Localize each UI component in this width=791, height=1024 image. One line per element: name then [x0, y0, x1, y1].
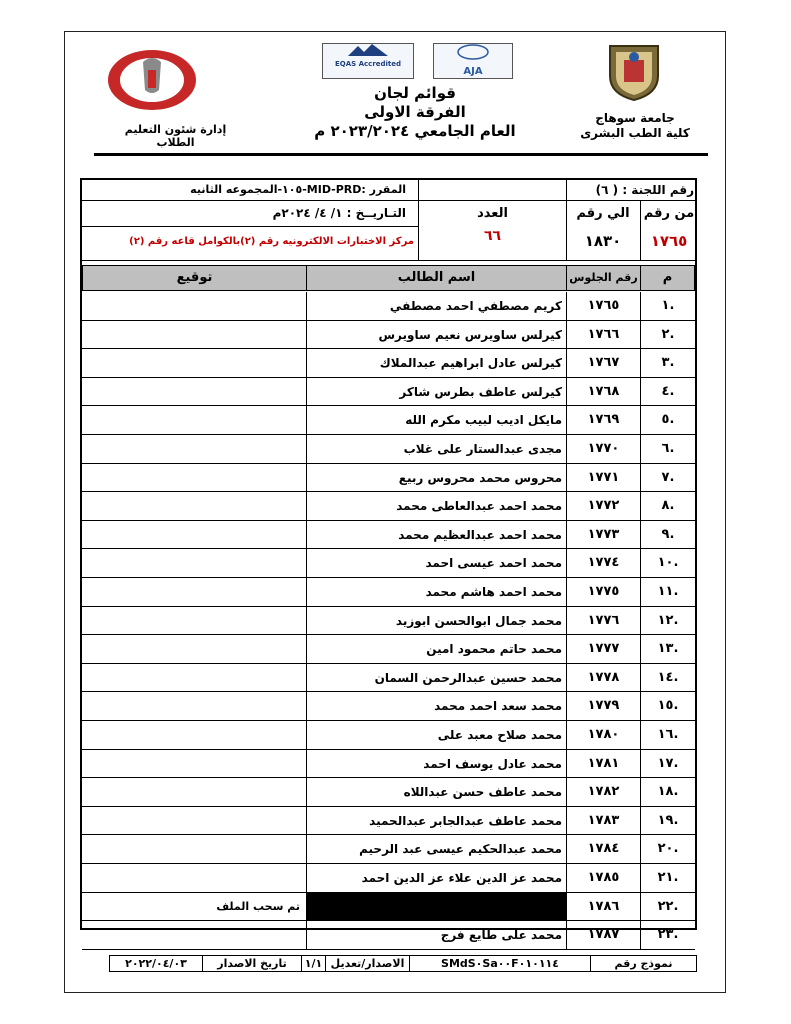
row-seat-number: ١٧٨٧: [566, 921, 640, 949]
row-index: .١٤: [640, 664, 695, 692]
row-index: .٢٢: [640, 893, 695, 921]
row-signature: [82, 492, 306, 520]
row-signature: [82, 807, 306, 835]
row-student-name: كيرلس عاطف بطرس شاكر: [306, 378, 566, 406]
eqas-label: EQAS Accredited: [334, 60, 402, 68]
count-value: ٦٦: [483, 228, 502, 244]
row-signature: [82, 292, 306, 320]
row-student-name: محمد حاتم محمود امين: [306, 635, 566, 663]
row-index: .٢٣: [640, 921, 695, 949]
row-index: .٩: [640, 521, 695, 549]
row-student-name: محمد جمال ابوالحسن ابوزيد: [306, 607, 566, 635]
table-row: [82, 835, 695, 864]
table-row: [82, 464, 695, 493]
row-seat-number: ١٧٧٥: [566, 578, 640, 606]
student-affairs-caption: إدارة شئون التعليم الطلاب: [124, 123, 227, 149]
table-row: [82, 435, 695, 464]
exam-location: مركز الاختبارات الالكترونيه رقم (٢)بالكوامل قاعه رقم (٢): [129, 236, 414, 247]
row-index: .٥: [640, 406, 695, 434]
row-seat-number: ١٧٦٩: [566, 406, 640, 434]
row-index: .٧: [640, 464, 695, 492]
row-student-name: محمد حسين عبدالرحمن السمان: [306, 664, 566, 692]
table-row: [82, 692, 695, 721]
row-signature: [82, 664, 306, 692]
row-signature: [82, 435, 306, 463]
row-student-name: محمد صلاح معبد على: [306, 721, 566, 749]
table-row: [82, 721, 695, 750]
committee-number: رقم اللجنة : ( ٦): [595, 183, 694, 197]
row-student-name: كريم مصطفي احمد مصطفي: [306, 292, 566, 320]
row-student-name: محروس محمد محروس ربيع: [306, 464, 566, 492]
row-index: .١٩: [640, 807, 695, 835]
row-index: .٢: [640, 321, 695, 349]
table-row: [82, 292, 695, 321]
row-student-name: محمد عادل يوسف احمد: [306, 750, 566, 778]
row-seat-number: ١٧٧٤: [566, 549, 640, 577]
row-seat-number: ١٧٨٣: [566, 807, 640, 835]
info-divider-1: [418, 180, 419, 260]
row-seat-number: ١٧٦٥: [566, 292, 640, 320]
row-index: .٢٠: [640, 835, 695, 863]
table-row: [82, 349, 695, 378]
row-signature: [82, 607, 306, 635]
table-row: [82, 406, 695, 435]
row-seat-number: ١٧٨١: [566, 750, 640, 778]
row-signature: [82, 635, 306, 663]
footer-form-value: SMdS٠Sa٠٠F٠١٠١١٤: [409, 955, 591, 972]
row-seat-number: ١٧٧٨: [566, 664, 640, 692]
info-divider-3: [640, 201, 641, 260]
row-seat-number: ١٧٧٠: [566, 435, 640, 463]
row-index: .١٦: [640, 721, 695, 749]
table-row: [82, 378, 695, 407]
header-signature: توقيع: [82, 265, 307, 291]
row-index: .١٧: [640, 750, 695, 778]
row-student-name: محمد احمد عيسى احمد: [306, 549, 566, 577]
info-hline-2: [82, 226, 418, 227]
row-student-name: مجدى عبدالستار على غلاب: [306, 435, 566, 463]
footer-revision-value: ١/١: [301, 955, 326, 972]
to-label: الي رقم: [576, 206, 630, 221]
row-index: .٦: [640, 435, 695, 463]
row-seat-number: ١٧٧٧: [566, 635, 640, 663]
row-seat-number: ١٧٧٢: [566, 492, 640, 520]
header-seat-number: رقم الجلوس: [566, 265, 641, 291]
row-student-name: محمد احمد عبدالعظيم محمد: [306, 521, 566, 549]
row-seat-number: ١٧٦٦: [566, 321, 640, 349]
row-seat-number: ١٧٦٧: [566, 349, 640, 377]
row-student-name: محمد عاطف عبدالجابر عبدالحميد: [306, 807, 566, 835]
row-signature: [82, 549, 306, 577]
row-student-name: محمد عبدالحكيم عيسى عبد الرحيم: [306, 835, 566, 863]
row-index: .١١: [640, 578, 695, 606]
table-row: [82, 635, 695, 664]
from-value: ١٧٦٥: [650, 232, 688, 250]
row-student-name: محمد سعد احمد محمد: [306, 692, 566, 720]
row-seat-number: ١٧٨٤: [566, 835, 640, 863]
sohag-university-logo: [604, 42, 664, 102]
table-row: [82, 921, 695, 950]
title-line-2: الفرقة الاولى: [364, 103, 466, 121]
row-seat-number: ١٧٧٩: [566, 692, 640, 720]
table-row: [82, 864, 695, 893]
course-code: المقرر :MID-PRD-١٠٥-المجموعه الثانيه: [190, 183, 406, 196]
row-student-name: محمد احمد هاشم محمد: [306, 578, 566, 606]
row-index: .١٥: [640, 692, 695, 720]
footer-revision-label: الاصدار/تعديل: [325, 955, 410, 972]
page-title: [300, 84, 530, 141]
row-index: .٢١: [640, 864, 695, 892]
row-student-name: محمد احمد عبدالعاطى محمد: [306, 492, 566, 520]
table-row: [82, 750, 695, 779]
eqas-badge: [322, 43, 414, 79]
count-label: العدد: [477, 206, 508, 221]
row-signature: [82, 349, 306, 377]
row-signature: [82, 321, 306, 349]
title-line-3: العام الجامعي ٢٠٢٣/٢٠٢٤ م: [314, 122, 516, 140]
faculty-name: كلية الطب البشرى: [580, 126, 690, 140]
row-signature: [82, 750, 306, 778]
header-student-name: اسم الطالب: [306, 265, 567, 291]
row-seat-number: ١٧٦٨: [566, 378, 640, 406]
header-rule: [94, 153, 708, 156]
row-student-name: كيرلس ساويرس نعيم ساويرس: [306, 321, 566, 349]
row-student-name: محمد عز الدين علاء عز الدين احمد: [306, 864, 566, 892]
row-student-name: كيرلس عادل ابراهيم عبدالملاك: [306, 349, 566, 377]
university-name: جامعة سوهاج: [595, 111, 675, 125]
row-seat-number: ١٧٨٥: [566, 864, 640, 892]
row-signature: [82, 864, 306, 892]
table-row: [82, 607, 695, 636]
table-row: [82, 664, 695, 693]
row-seat-number: ١٧٨٢: [566, 778, 640, 806]
faculty-caption: [580, 111, 690, 141]
footer-form-label: نموذج رقم: [590, 955, 697, 972]
table-row: [82, 321, 695, 350]
row-index: .٨: [640, 492, 695, 520]
row-seat-number: ١٧٨٦: [566, 893, 640, 921]
info-hline-1: [82, 200, 695, 201]
row-student-name: مايكل اديب لبيب مكرم الله: [306, 406, 566, 434]
row-signature: [82, 835, 306, 863]
row-seat-number: ١٧٨٠: [566, 721, 640, 749]
aja-label: AJA: [463, 66, 483, 77]
title-line-1: قوائم لجان: [374, 84, 456, 102]
row-student-name-redacted: [306, 893, 566, 921]
row-index: .١: [640, 292, 695, 320]
faculty-logo: [103, 40, 201, 114]
table-row: [82, 549, 695, 578]
row-signature: [82, 778, 306, 806]
row-index: .١٨: [640, 778, 695, 806]
row-index: .٣: [640, 349, 695, 377]
aja-badge: [433, 43, 513, 79]
row-seat-number: ١٧٧٦: [566, 607, 640, 635]
row-signature: [82, 464, 306, 492]
header-index: م: [640, 265, 695, 291]
row-student-name: محمد على طايع فرج: [306, 921, 566, 949]
row-seat-number: ١٧٧٣: [566, 521, 640, 549]
table-row: [82, 578, 695, 607]
row-signature: تم سحب الملف: [216, 899, 300, 913]
row-index: .١٣: [640, 635, 695, 663]
row-student-name: محمد عاطف حسن عبداللاه: [306, 778, 566, 806]
table-row: [82, 492, 695, 521]
info-hline-3: [82, 260, 695, 261]
row-signature: [82, 578, 306, 606]
to-value: ١٨٣٠: [584, 232, 622, 250]
row-signature: [82, 521, 306, 549]
table-row: [82, 521, 695, 550]
row-signature: [82, 378, 306, 406]
row-signature: [82, 692, 306, 720]
footer-issue-date-value: ٢٠٢٢/٠٤/٠٣: [109, 955, 203, 972]
row-signature: [82, 921, 306, 949]
footer-issue-date-label: تاريخ الاصدار: [202, 955, 302, 972]
row-index: .١٠: [640, 549, 695, 577]
from-label: من رقم: [643, 206, 695, 221]
row-seat-number: ١٧٧١: [566, 464, 640, 492]
row-index: .١٢: [640, 607, 695, 635]
row-index: .٤: [640, 378, 695, 406]
table-row: [82, 893, 695, 922]
row-signature: [82, 721, 306, 749]
table-row: [82, 807, 695, 836]
row-signature: [82, 406, 306, 434]
table-row: [82, 778, 695, 807]
exam-date: التـاريــخ : ١/ ٤/ ٢٠٢٤م: [272, 206, 406, 220]
